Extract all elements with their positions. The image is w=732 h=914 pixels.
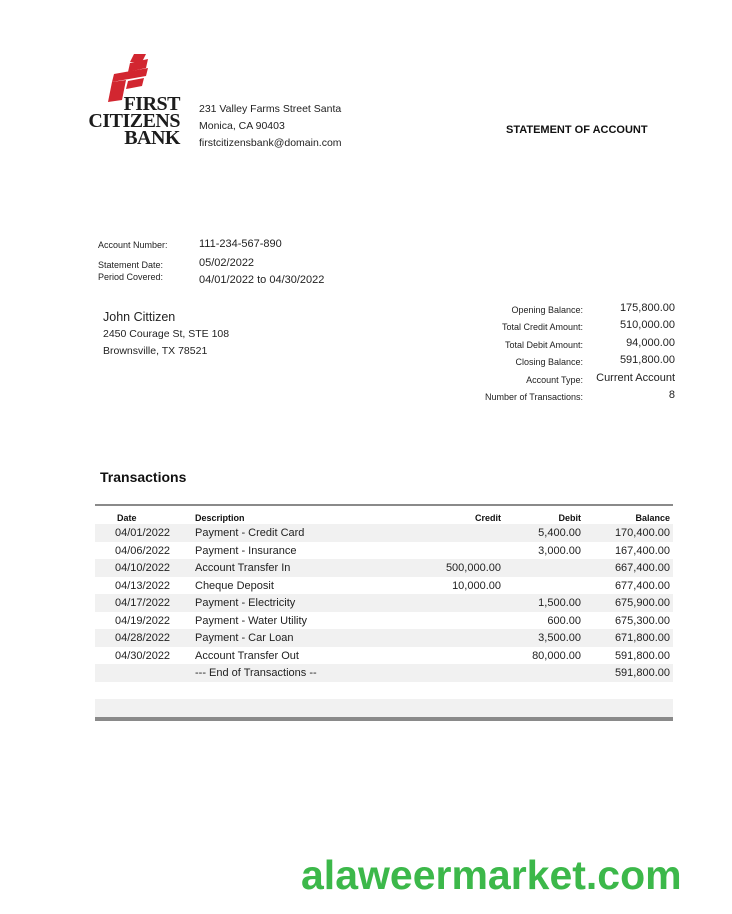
summary-value: 591,800.00 <box>619 354 675 367</box>
header-date: Date <box>117 513 137 523</box>
table-row <box>95 612 673 630</box>
summary-value: 94,000.00 <box>626 336 675 349</box>
logo-line-first: FIRST <box>123 93 180 115</box>
period-value: 04/01/2022 to 04/30/2022 <box>199 274 325 286</box>
bank-address-line2: Monica, CA 90403 <box>199 120 285 132</box>
summary-row-transaction-count <box>460 389 675 406</box>
cell-balance: 671,800.00 <box>614 632 670 644</box>
table-blank-row <box>95 682 673 700</box>
summary-label: Total Credit Amount: <box>501 322 583 333</box>
document-title: STATEMENT OF ACCOUNT <box>506 124 648 136</box>
cell-balance: 677,400.00 <box>614 579 670 592</box>
bank-logo <box>86 54 180 150</box>
header-credit: Credit <box>474 513 501 523</box>
table-row <box>95 594 673 612</box>
cell-debit: 80,000.00 <box>532 649 581 662</box>
cell-description: Account Transfer Out <box>195 649 299 662</box>
bank-email: firstcitizensbank@domain.com <box>199 137 342 149</box>
cell-balance: 667,400.00 <box>614 562 670 574</box>
watermark: alaweermarket.com <box>301 852 682 898</box>
period-label: Period Covered: <box>98 272 164 282</box>
header-balance: Balance <box>635 513 670 523</box>
table-blank-row <box>95 699 673 717</box>
table-row <box>95 577 673 595</box>
cell-date: 04/06/2022 <box>115 544 171 557</box>
statement-date-value: 05/02/2022 <box>199 257 255 269</box>
cell-date: 04/10/2022 <box>115 562 171 574</box>
statement-date-label: Statement Date: <box>98 260 164 270</box>
summary-row-total-credit <box>460 319 675 336</box>
bank-logo-wordmark <box>86 93 180 149</box>
cell-description: Payment - Water Utility <box>195 614 308 627</box>
cell-balance: 591,800.00 <box>614 667 670 679</box>
cell-date: 04/13/2022 <box>115 579 171 592</box>
cell-debit: 5,400.00 <box>538 527 581 539</box>
cell-debit: 3,000.00 <box>538 544 581 557</box>
cell-description: Payment - Insurance <box>195 544 297 557</box>
cell-description: Payment - Electricity <box>195 597 296 609</box>
bank-address <box>199 101 342 152</box>
summary-row-account-type <box>460 372 675 389</box>
summary-label: Total Debit Amount: <box>504 339 583 350</box>
cell-description: --- End of Transactions -- <box>195 667 317 679</box>
summary-row-total-debit <box>460 337 675 354</box>
table-header-row <box>95 506 673 524</box>
summary-value: 175,800.00 <box>619 302 675 314</box>
summary-label: Closing Balance: <box>515 357 583 368</box>
account-number-label: Account Number: <box>98 240 168 250</box>
table-bottom-rule <box>95 717 673 721</box>
cell-description: Payment - Car Loan <box>195 632 294 644</box>
table-row <box>95 559 673 577</box>
cell-date: 04/30/2022 <box>115 649 171 662</box>
table-row <box>95 542 673 560</box>
table-row <box>95 664 673 682</box>
cell-date: 04/19/2022 <box>115 614 171 627</box>
cell-date: 04/17/2022 <box>115 597 171 609</box>
summary-row-opening-balance <box>460 302 675 319</box>
customer-address-line1: 2450 Courage St, STE 108 <box>103 328 230 340</box>
cell-balance: 167,400.00 <box>614 544 670 557</box>
customer-name: John Cittizen <box>103 310 176 324</box>
summary-value: 8 <box>668 388 675 401</box>
transactions-table <box>95 504 673 721</box>
summary-label: Number of Transactions: <box>484 391 583 402</box>
customer-address-line2: Brownsville, TX 78521 <box>103 345 208 357</box>
cell-description: Account Transfer In <box>195 562 291 574</box>
account-summary <box>460 302 675 406</box>
summary-value: Current Account <box>596 371 675 384</box>
summary-label: Account Type: <box>526 374 583 385</box>
cell-balance: 170,400.00 <box>614 527 670 539</box>
logo-line-citizens: CITIZENS <box>88 110 180 132</box>
header-description: Description <box>195 513 245 523</box>
summary-value: 510,000.00 <box>619 319 675 332</box>
summary-row-closing-balance <box>460 354 675 371</box>
header-debit: Debit <box>558 513 581 523</box>
transactions-title: Transactions <box>100 469 187 485</box>
table-row <box>95 524 673 542</box>
cell-date: 04/01/2022 <box>115 527 171 539</box>
customer-info <box>103 308 229 360</box>
bank-address-line1: 231 Valley Farms Street Santa <box>199 103 342 115</box>
summary-label: Opening Balance: <box>511 305 583 315</box>
table-row <box>95 647 673 665</box>
cell-balance: 675,300.00 <box>614 614 670 627</box>
cell-description: Payment - Credit Card <box>195 527 305 539</box>
cell-balance: 675,900.00 <box>614 597 670 609</box>
cell-debit: 600.00 <box>547 614 581 627</box>
cell-date: 04/28/2022 <box>115 632 171 644</box>
cell-debit: 1,500.00 <box>538 597 581 609</box>
cell-description: Cheque Deposit <box>195 579 274 592</box>
table-body <box>95 524 673 682</box>
account-number-value: 111-234-567-890 <box>199 238 282 250</box>
logo-line-bank: BANK <box>124 127 180 149</box>
table-row <box>95 629 673 647</box>
cell-balance: 591,800.00 <box>614 649 670 662</box>
cell-credit: 10,000.00 <box>452 579 501 592</box>
cell-credit: 500,000.00 <box>445 562 501 574</box>
cell-debit: 3,500.00 <box>538 632 581 644</box>
